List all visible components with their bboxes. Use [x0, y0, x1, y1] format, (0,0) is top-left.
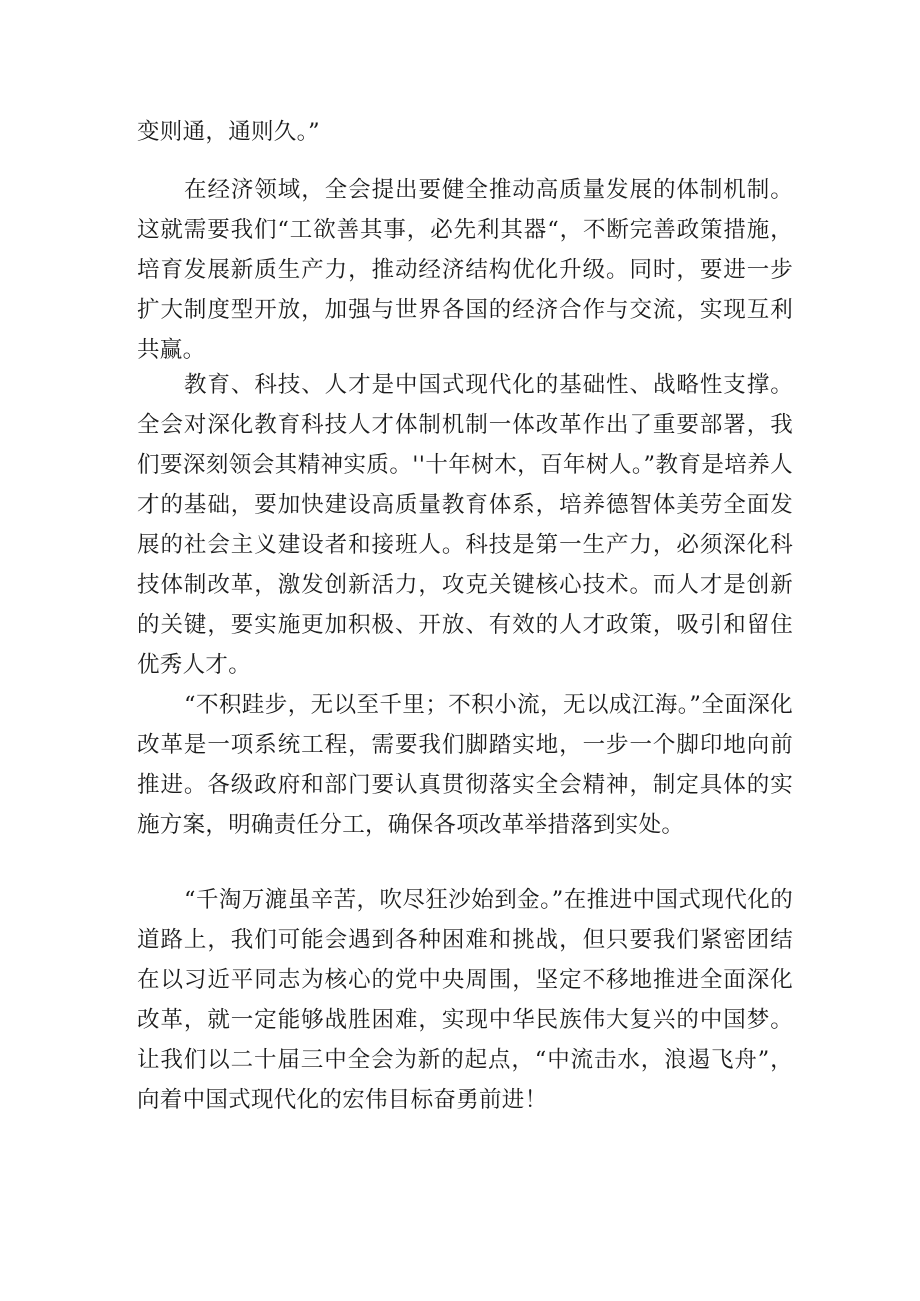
paragraph-conclusion: “千淘万漉虽辛苦，吹尽狂沙始到金。”在推进中国式现代化的道路上，我们可能会遇到各种困难和挑战，但只要我们紧密团结在以习近平同志为核心的党中央周围，坚定不移地推进全面深化改革，就一定能够战胜困难，实现中华民族伟大复兴的中国梦。让我们以二十届三中全会为新的起点，“中流击水，浪遏飞舟”，向着中国式现代化的宏伟目标奋勇前进！: [137, 887, 793, 1113]
paragraph-education-tech-talent: 教育、科技、人才是中国式现代化的基础性、战略性支撑。全会对深化教育科技人才体制机制一体改革作出了重要部署，我们要深刻领会其精神实质。''十年树木，百年树人。”教育是培养人才的基础，要加快建设高质量教育体系，培养德智体美劳全面发展的社会主义建设者和接班人。科技是第一生产力，必须深化科技体制改革，激发创新活力，攻克关键核心技术。而人才是创新的关键，要实施更加积极、开放、有效的人才政策，吸引和留住优秀人才。: [137, 372, 793, 678]
paragraph-systematic-reform: “不积跬步，无以至千里；不积小流，无以成江海。”全面深化改革是一项系统工程，需要我们脚踏实地，一步一个脚印地向前推进。各级政府和部门要认真贯彻落实全会精神，制定具体的实施方案，明确责任分工，确保各项改革举措落到实处。: [137, 692, 793, 838]
paragraph-continuation: 变则通，通则久。”: [137, 119, 320, 145]
paragraph-economy: 在经济领域，全会提出要健全推动高质量发展的体制机制。这就需要我们“工欲善其事，必先利其器“，不断完善政策措施，培育发展新质生产力，推动经济结构优化升级。同时，要进一步扩大制度型开放，加强与世界各国的经济合作与交流，实现互利共赢。: [137, 177, 793, 363]
